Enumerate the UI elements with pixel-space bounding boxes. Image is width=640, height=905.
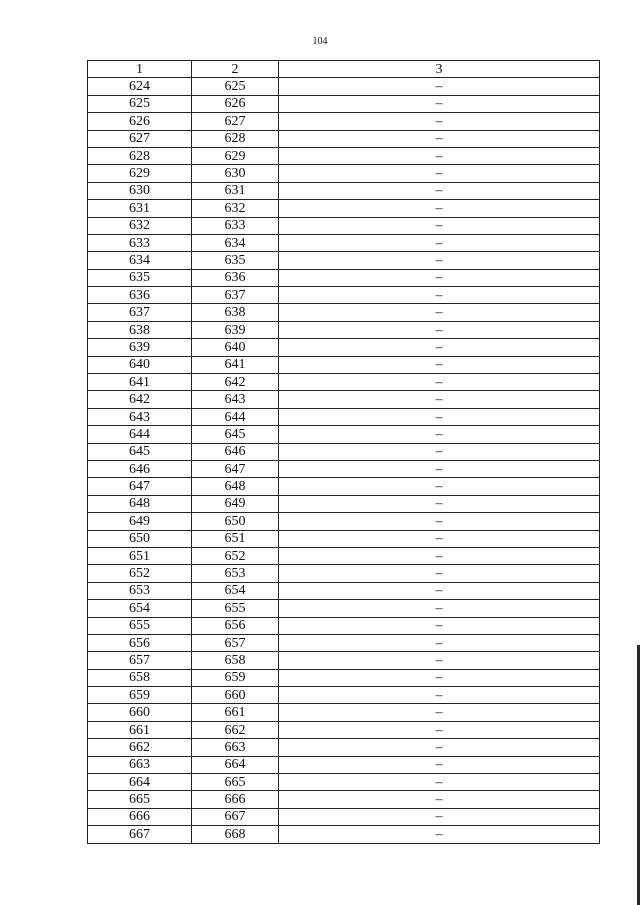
table-cell-col-2: 658 bbox=[192, 652, 279, 669]
table-cell-col-2: 667 bbox=[192, 808, 279, 825]
table-cell-col-3: – bbox=[279, 669, 600, 686]
table-cell-col-1: 663 bbox=[88, 756, 192, 773]
table-row bbox=[88, 460, 600, 477]
table-cell-col-2: 644 bbox=[192, 408, 279, 425]
table-row bbox=[88, 78, 600, 95]
table-cell-col-2: 628 bbox=[192, 130, 279, 147]
table-cell-col-3: – bbox=[279, 634, 600, 651]
table-row bbox=[88, 269, 600, 286]
table-row bbox=[88, 147, 600, 164]
table-row bbox=[88, 252, 600, 269]
table-row bbox=[88, 426, 600, 443]
table-row bbox=[88, 374, 600, 391]
table-cell-col-3: – bbox=[279, 391, 600, 408]
table-cell-col-2: 636 bbox=[192, 269, 279, 286]
table-cell-col-2: 652 bbox=[192, 547, 279, 564]
table-row bbox=[88, 530, 600, 547]
table-cell-col-3: – bbox=[279, 147, 600, 164]
table-cell-col-1: 635 bbox=[88, 269, 192, 286]
table-cell-col-1: 644 bbox=[88, 426, 192, 443]
table-row bbox=[88, 808, 600, 825]
table-cell-col-1: 648 bbox=[88, 495, 192, 512]
table-cell-col-1: 643 bbox=[88, 408, 192, 425]
table-row bbox=[88, 600, 600, 617]
table-cell-col-3: – bbox=[279, 617, 600, 634]
table-cell-col-3: – bbox=[279, 182, 600, 199]
table-row bbox=[88, 704, 600, 721]
table-cell-col-1: 652 bbox=[88, 565, 192, 582]
table-cell-col-3: – bbox=[279, 704, 600, 721]
table-row bbox=[88, 565, 600, 582]
table-cell-col-1: 653 bbox=[88, 582, 192, 599]
table-cell-col-3: – bbox=[279, 495, 600, 512]
table-cell-col-1: 656 bbox=[88, 634, 192, 651]
table-cell-col-3: – bbox=[279, 304, 600, 321]
table-cell-col-1: 662 bbox=[88, 739, 192, 756]
table-cell-col-1: 629 bbox=[88, 165, 192, 182]
table-cell-col-3: – bbox=[279, 652, 600, 669]
table-row bbox=[88, 234, 600, 251]
table-cell-col-1: 651 bbox=[88, 547, 192, 564]
table-cell-col-1: 625 bbox=[88, 95, 192, 112]
table-cell-col-3: – bbox=[279, 565, 600, 582]
table-cell-col-2: 635 bbox=[192, 252, 279, 269]
table-cell-col-3: – bbox=[279, 774, 600, 791]
table-row bbox=[88, 165, 600, 182]
table-cell-col-2: 656 bbox=[192, 617, 279, 634]
table-cell-col-3: – bbox=[279, 460, 600, 477]
table-cell-col-3: – bbox=[279, 356, 600, 373]
table-cell-col-2: 633 bbox=[192, 217, 279, 234]
table-cell-col-1: 655 bbox=[88, 617, 192, 634]
table-row bbox=[88, 321, 600, 338]
table-cell-col-2: 665 bbox=[192, 774, 279, 791]
table-cell-col-2: 657 bbox=[192, 634, 279, 651]
table-cell-col-2: 638 bbox=[192, 304, 279, 321]
table-cell-col-1: 636 bbox=[88, 287, 192, 304]
table-cell-col-3: – bbox=[279, 217, 600, 234]
table-cell-col-1: 647 bbox=[88, 478, 192, 495]
table-cell-col-2: 661 bbox=[192, 704, 279, 721]
table-cell-col-3: – bbox=[279, 408, 600, 425]
table-row bbox=[88, 113, 600, 130]
table-cell-col-2: 666 bbox=[192, 791, 279, 808]
table-cell-col-2: 645 bbox=[192, 426, 279, 443]
table-cell-col-3: – bbox=[279, 739, 600, 756]
table-cell-col-1: 642 bbox=[88, 391, 192, 408]
table-cell-col-2: 630 bbox=[192, 165, 279, 182]
table-header-row bbox=[88, 61, 600, 78]
table-cell-col-3: – bbox=[279, 234, 600, 251]
table-cell-col-3: – bbox=[279, 252, 600, 269]
table-cell-col-3: – bbox=[279, 165, 600, 182]
table-cell-col-1: 637 bbox=[88, 304, 192, 321]
table-row bbox=[88, 287, 600, 304]
table-cell-col-3: – bbox=[279, 443, 600, 460]
table-row bbox=[88, 634, 600, 651]
table-cell-col-2: 634 bbox=[192, 234, 279, 251]
table-cell-col-1: 639 bbox=[88, 339, 192, 356]
table-row bbox=[88, 443, 600, 460]
table-cell-col-1: 640 bbox=[88, 356, 192, 373]
table-cell-col-1: 628 bbox=[88, 147, 192, 164]
table-cell-col-1: 664 bbox=[88, 774, 192, 791]
table-row bbox=[88, 304, 600, 321]
table-row bbox=[88, 513, 600, 530]
table-cell-col-3: – bbox=[279, 582, 600, 599]
table-cell-col-3: – bbox=[279, 513, 600, 530]
table-cell-col-2: 663 bbox=[192, 739, 279, 756]
table-row bbox=[88, 95, 600, 112]
table-cell-col-1: 659 bbox=[88, 687, 192, 704]
table-cell-col-2: 639 bbox=[192, 321, 279, 338]
table-cell-col-1: 667 bbox=[88, 826, 192, 843]
table-row bbox=[88, 791, 600, 808]
table-cell-col-2: 649 bbox=[192, 495, 279, 512]
table-cell-col-3: – bbox=[279, 530, 600, 547]
table-cell-col-1: 654 bbox=[88, 600, 192, 617]
table-row bbox=[88, 756, 600, 773]
table-cell-col-3: – bbox=[279, 791, 600, 808]
table-cell-col-1: 624 bbox=[88, 78, 192, 95]
table-row bbox=[88, 478, 600, 495]
table-cell-col-3: – bbox=[279, 113, 600, 130]
table-cell-col-2: 642 bbox=[192, 374, 279, 391]
table-row bbox=[88, 200, 600, 217]
table-row bbox=[88, 339, 600, 356]
table-cell-col-2: 629 bbox=[192, 147, 279, 164]
table-cell-col-1: 660 bbox=[88, 704, 192, 721]
table-cell-col-2: 648 bbox=[192, 478, 279, 495]
table-cell-col-1: 631 bbox=[88, 200, 192, 217]
table-row bbox=[88, 721, 600, 738]
table-cell-col-1: 646 bbox=[88, 460, 192, 477]
table-row bbox=[88, 687, 600, 704]
table-cell-col-2: 668 bbox=[192, 826, 279, 843]
table-cell-col-3: – bbox=[279, 808, 600, 825]
column-header-1: 1 bbox=[88, 61, 192, 78]
table-cell-col-3: – bbox=[279, 600, 600, 617]
table-cell-col-3: – bbox=[279, 78, 600, 95]
table-cell-col-2: 626 bbox=[192, 95, 279, 112]
table-cell-col-3: – bbox=[279, 826, 600, 843]
table-row bbox=[88, 617, 600, 634]
data-table bbox=[87, 60, 600, 844]
column-header-2: 2 bbox=[192, 61, 279, 78]
table-cell-col-3: – bbox=[279, 721, 600, 738]
table-cell-col-1: 645 bbox=[88, 443, 192, 460]
table-cell-col-1: 650 bbox=[88, 530, 192, 547]
table-cell-col-3: – bbox=[279, 200, 600, 217]
table-row bbox=[88, 547, 600, 564]
table-cell-col-2: 651 bbox=[192, 530, 279, 547]
table-cell-col-3: – bbox=[279, 95, 600, 112]
table-cell-col-2: 643 bbox=[192, 391, 279, 408]
table-cell-col-2: 650 bbox=[192, 513, 279, 530]
table-row bbox=[88, 217, 600, 234]
table-cell-col-2: 625 bbox=[192, 78, 279, 95]
table-cell-col-2: 660 bbox=[192, 687, 279, 704]
table-cell-col-2: 641 bbox=[192, 356, 279, 373]
table-cell-col-3: – bbox=[279, 339, 600, 356]
table-row bbox=[88, 582, 600, 599]
table-cell-col-3: – bbox=[279, 269, 600, 286]
table-row bbox=[88, 408, 600, 425]
table-cell-col-2: 632 bbox=[192, 200, 279, 217]
table-row bbox=[88, 391, 600, 408]
table-row bbox=[88, 669, 600, 686]
table-cell-col-3: – bbox=[279, 130, 600, 147]
table-cell-col-1: 626 bbox=[88, 113, 192, 130]
table-cell-col-1: 641 bbox=[88, 374, 192, 391]
table-cell-col-1: 632 bbox=[88, 217, 192, 234]
table-cell-col-2: 655 bbox=[192, 600, 279, 617]
table-cell-col-2: 627 bbox=[192, 113, 279, 130]
table-row bbox=[88, 182, 600, 199]
table-body bbox=[88, 78, 600, 843]
table-cell-col-3: – bbox=[279, 321, 600, 338]
table-row bbox=[88, 652, 600, 669]
table-cell-col-2: 631 bbox=[192, 182, 279, 199]
table-row bbox=[88, 495, 600, 512]
page-number: 104 bbox=[312, 36, 328, 47]
table-cell-col-1: 634 bbox=[88, 252, 192, 269]
table-cell-col-2: 640 bbox=[192, 339, 279, 356]
table-cell-col-2: 646 bbox=[192, 443, 279, 460]
table-cell-col-3: – bbox=[279, 756, 600, 773]
table-cell-col-1: 666 bbox=[88, 808, 192, 825]
table-cell-col-1: 638 bbox=[88, 321, 192, 338]
table-cell-col-3: – bbox=[279, 426, 600, 443]
table-row bbox=[88, 826, 600, 843]
table-row bbox=[88, 130, 600, 147]
table-cell-col-1: 657 bbox=[88, 652, 192, 669]
table-row bbox=[88, 774, 600, 791]
table-cell-col-3: – bbox=[279, 478, 600, 495]
table-cell-col-3: – bbox=[279, 287, 600, 304]
table-cell-col-1: 665 bbox=[88, 791, 192, 808]
table-cell-col-2: 647 bbox=[192, 460, 279, 477]
column-header-3: 3 bbox=[279, 61, 600, 78]
table-cell-col-1: 627 bbox=[88, 130, 192, 147]
table-cell-col-1: 630 bbox=[88, 182, 192, 199]
table-cell-col-2: 659 bbox=[192, 669, 279, 686]
table-cell-col-1: 633 bbox=[88, 234, 192, 251]
table-cell-col-2: 654 bbox=[192, 582, 279, 599]
table-row bbox=[88, 739, 600, 756]
table-cell-col-2: 662 bbox=[192, 721, 279, 738]
table-cell-col-3: – bbox=[279, 374, 600, 391]
table-cell-col-3: – bbox=[279, 547, 600, 564]
table-cell-col-1: 661 bbox=[88, 721, 192, 738]
table-row bbox=[88, 356, 600, 373]
table-cell-col-2: 637 bbox=[192, 287, 279, 304]
table-cell-col-1: 649 bbox=[88, 513, 192, 530]
table-cell-col-3: – bbox=[279, 687, 600, 704]
table-cell-col-2: 653 bbox=[192, 565, 279, 582]
table-cell-col-1: 658 bbox=[88, 669, 192, 686]
table-cell-col-2: 664 bbox=[192, 756, 279, 773]
